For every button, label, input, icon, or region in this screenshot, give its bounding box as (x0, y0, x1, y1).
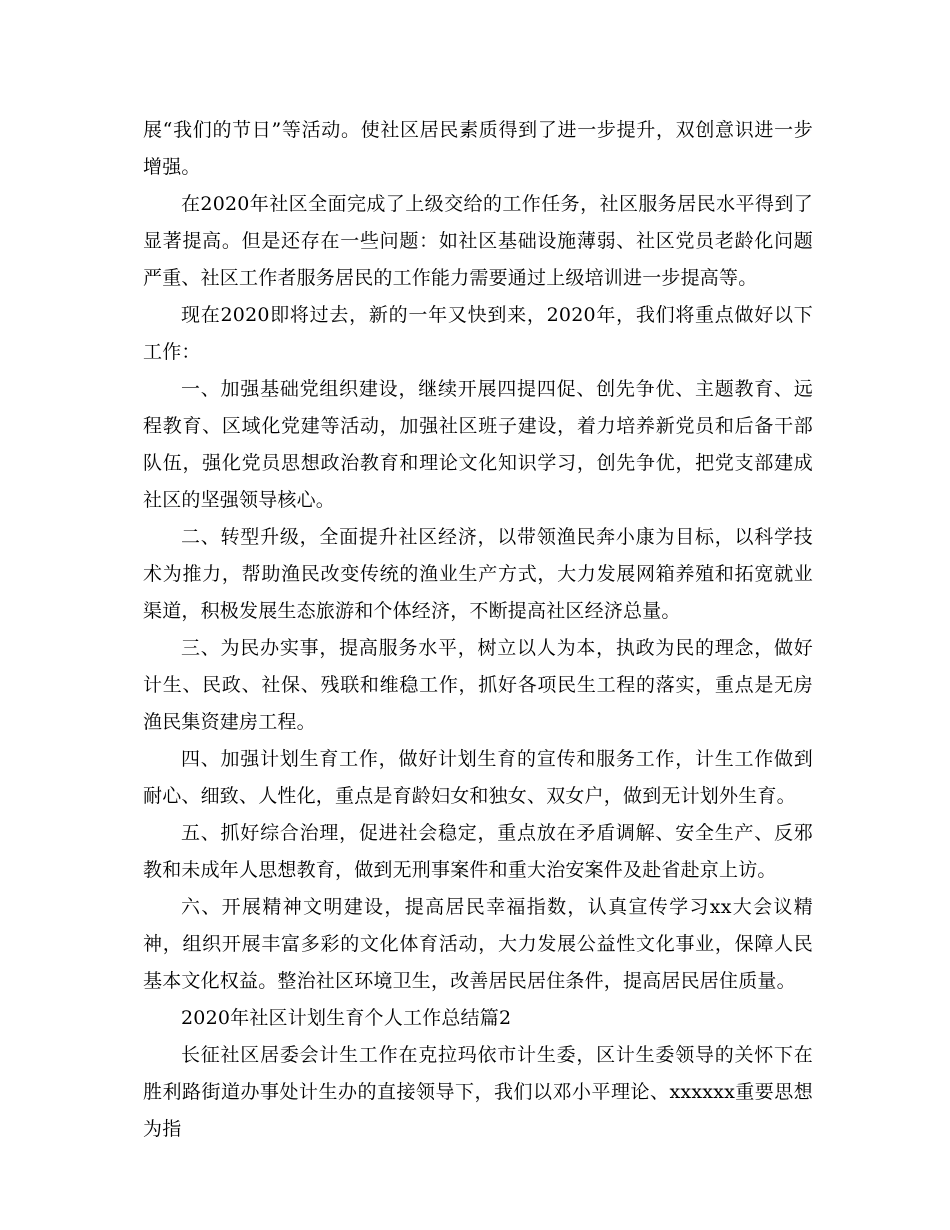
paragraph-item-6: 六、开展精神文明建设，提高居民幸福指数，认真宣传学习xx大会议精神，组织开展丰富多彩的文化体育活动，大力发展公益性文化事业，保障人民基本文化权益。整治社区环境卫生，改善居民居住条件，提高居民居住质量。 (143, 896, 813, 992)
paragraph-item-4: 四、加强计划生育工作，做好计划生育的宣传和服务工作，计生工作做到耐心、细致、人性化，重点是育龄妇女和独女、双女户，做到无计划外生育。 (143, 748, 813, 807)
document-body (143, 112, 813, 1148)
paragraph-item-2: 二、转型升级，全面提升社区经济，以带领渔民奔小康为目标，以科学技术为推力，帮助渔民改变传统的渔业生产方式，大力发展网箱养殖和拓宽就业渠道，积极发展生态旅游和个体经济，不断提高社区经济总量。 (143, 526, 813, 622)
paragraph-plan-intro: 现在2020即将过去，新的一年又快到来，2020年，我们将重点做好以下工作： (143, 304, 813, 363)
paragraph-item-1: 一、加强基础党组织建设，继续开展四提四促、创先争优、主题教育、远程教育、区域化党建等活动，加强社区班子建设，着力培养新党员和后备干部队伍，强化党员思想政治教育和理论文化知识学习，创先争优，把党支部建成社区的坚强领导核心。 (143, 378, 813, 511)
paragraph-continuation: 展“我们的节日”等活动。使社区居民素质得到了进一步提升，双创意识进一步增强。 (143, 119, 813, 178)
paragraph-section-2-intro: 长征社区居委会计生工作在克拉玛依市计生委，区计生委领导的关怀下在胜利路街道办事处计生办的直接领导下，我们以邓小平理论、xxxxxx重要思想为指 (143, 1044, 813, 1140)
paragraph-item-5: 五、抓好综合治理，促进社会稳定，重点放在矛盾调解、安全生产、反邪教和未成年人思想教育，做到无刑事案件和重大治安案件及赴省赴京上访。 (143, 822, 813, 881)
paragraph-summary: 在2020年社区全面完成了上级交给的工作任务，社区服务居民水平得到了显著提高。但是还存在一些问题：如社区基础设施薄弱、社区党员老龄化问题严重、社区工作者服务居民的工作能力需要通过上级培训进一步提高等。 (143, 193, 813, 289)
section-heading: 2020年社区计划生育个人工作总结篇2 (181, 1007, 512, 1029)
paragraph-item-3: 三、为民办实事，提高服务水平，树立以人为本，执政为民的理念，做好计生、民政、社保、残联和维稳工作，抓好各项民生工程的落实，重点是无房渔民集资建房工程。 (143, 637, 813, 733)
